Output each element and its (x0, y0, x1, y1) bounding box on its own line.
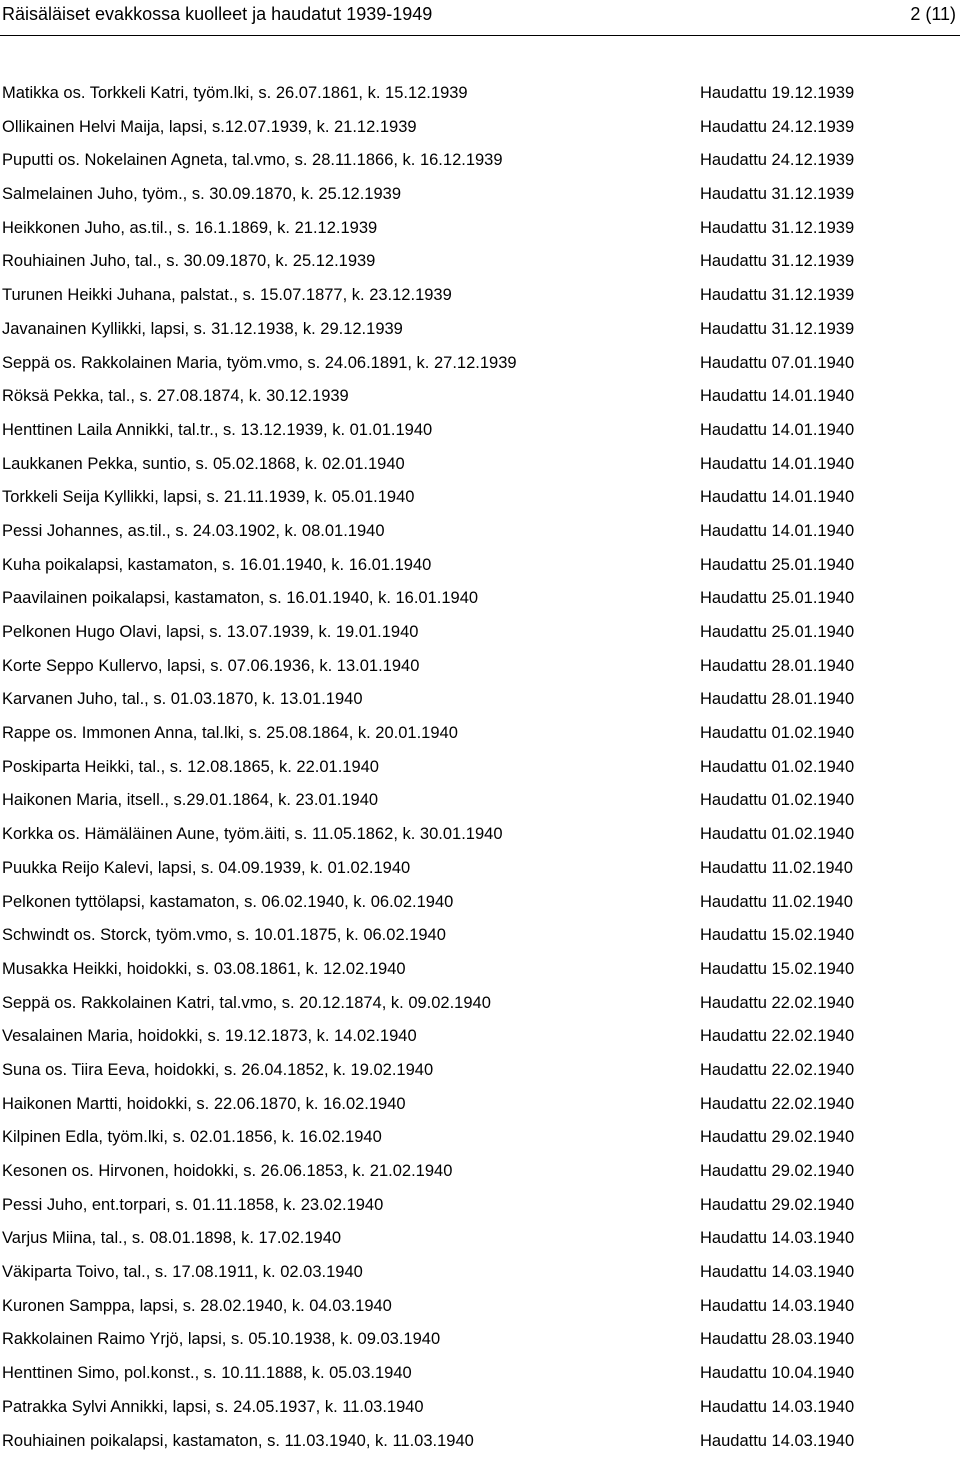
entry-details: Kilpinen Edla, työm.lki, s. 02.01.1856, k. 16.02.1940 (2, 1128, 382, 1147)
entry-burial-date: Haudattu 25.01.1940 (700, 589, 854, 608)
list-item (0, 522, 960, 556)
list-item (0, 690, 960, 724)
entry-burial-date: Haudattu 29.02.1940 (700, 1162, 854, 1181)
list-item (0, 758, 960, 792)
entry-burial-date: Haudattu 22.02.1940 (700, 1027, 854, 1046)
entry-details: Rouhiainen Juho, tal., s. 30.09.1870, k. 25.12.1939 (2, 252, 375, 271)
entry-list (0, 84, 960, 1465)
list-item (0, 421, 960, 455)
entry-details: Korte Seppo Kullervo, lapsi, s. 07.06.1936, k. 13.01.1940 (2, 657, 419, 676)
entry-details: Torkkeli Seija Kyllikki, lapsi, s. 21.11.1939, k. 05.01.1940 (2, 488, 414, 507)
entry-burial-date: Haudattu 25.01.1940 (700, 556, 854, 575)
entry-burial-date: Haudattu 31.12.1939 (700, 252, 854, 271)
entry-details: Väkiparta Toivo, tal., s. 17.08.1911, k. 02.03.1940 (2, 1263, 363, 1282)
entry-burial-date: Haudattu 01.02.1940 (700, 791, 854, 810)
list-item (0, 387, 960, 421)
entry-details: Rappe os. Immonen Anna, tal.lki, s. 25.08.1864, k. 20.01.1940 (2, 724, 458, 743)
entry-details: Henttinen Simo, pol.konst., s. 10.11.1888, k. 05.03.1940 (2, 1364, 412, 1383)
entry-burial-date: Haudattu 22.02.1940 (700, 1095, 854, 1114)
entry-details: Musakka Heikki, hoidokki, s. 03.08.1861, k. 12.02.1940 (2, 960, 406, 979)
list-item (0, 859, 960, 893)
list-item (0, 1263, 960, 1297)
entry-details: Karvanen Juho, tal., s. 01.03.1870, k. 13.01.1940 (2, 690, 363, 709)
entry-burial-date: Haudattu 28.03.1940 (700, 1330, 854, 1349)
entry-details: Seppä os. Rakkolainen Maria, työm.vmo, s. 24.06.1891, k. 27.12.1939 (2, 354, 517, 373)
list-item (0, 1297, 960, 1331)
list-item (0, 1027, 960, 1061)
entry-burial-date: Haudattu 25.01.1940 (700, 623, 854, 642)
entry-details: Suna os. Tiira Eeva, hoidokki, s. 26.04.1852, k. 19.02.1940 (2, 1061, 433, 1080)
list-item (0, 1330, 960, 1364)
entry-details: Puputti os. Nokelainen Agneta, tal.vmo, s. 28.11.1866, k. 16.12.1939 (2, 151, 503, 170)
list-item (0, 1432, 960, 1465)
entry-burial-date: Haudattu 14.01.1940 (700, 488, 854, 507)
entry-details: Seppä os. Rakkolainen Katri, tal.vmo, s. 20.12.1874, k. 09.02.1940 (2, 994, 491, 1013)
list-item (0, 623, 960, 657)
list-item (0, 724, 960, 758)
entry-burial-date: Haudattu 28.01.1940 (700, 657, 854, 676)
list-item (0, 320, 960, 354)
entry-details: Korkka os. Hämäläinen Aune, työm.äiti, s. 11.05.1862, k. 30.01.1940 (2, 825, 503, 844)
list-item (0, 84, 960, 118)
entry-burial-date: Haudattu 14.03.1940 (700, 1297, 854, 1316)
page-number: 2 (11) (910, 4, 956, 25)
entry-details: Haikonen Martti, hoidokki, s. 22.06.1870, k. 16.02.1940 (2, 1095, 406, 1114)
entry-burial-date: Haudattu 24.12.1939 (700, 151, 854, 170)
entry-details: Rouhiainen poikalapsi, kastamaton, s. 11.03.1940, k. 11.03.1940 (2, 1432, 474, 1451)
entry-burial-date: Haudattu 15.02.1940 (700, 960, 854, 979)
list-item (0, 960, 960, 994)
entry-burial-date: Haudattu 31.12.1939 (700, 185, 854, 204)
list-item (0, 1229, 960, 1263)
entry-burial-date: Haudattu 22.02.1940 (700, 994, 854, 1013)
entry-details: Schwindt os. Storck, työm.vmo, s. 10.01.1875, k. 06.02.1940 (2, 926, 446, 945)
entry-burial-date: Haudattu 29.02.1940 (700, 1196, 854, 1215)
entry-details: Poskiparta Heikki, tal., s. 12.08.1865, k. 22.01.1940 (2, 758, 379, 777)
entry-burial-date: Haudattu 31.12.1939 (700, 320, 854, 339)
entry-details: Pessi Johannes, as.til., s. 24.03.1902, k. 08.01.1940 (2, 522, 385, 541)
list-item (0, 118, 960, 152)
list-item (0, 994, 960, 1028)
page-header (0, 0, 960, 36)
list-item (0, 893, 960, 927)
entry-details: Kesonen os. Hirvonen, hoidokki, s. 26.06.1853, k. 21.02.1940 (2, 1162, 452, 1181)
entry-details: Patrakka Sylvi Annikki, lapsi, s. 24.05.1937, k. 11.03.1940 (2, 1398, 424, 1417)
list-item (0, 219, 960, 253)
entry-details: Ollikainen Helvi Maija, lapsi, s.12.07.1939, k. 21.12.1939 (2, 118, 417, 137)
entry-burial-date: Haudattu 24.12.1939 (700, 118, 854, 137)
list-item (0, 589, 960, 623)
entry-details: Turunen Heikki Juhana, palstat., s. 15.07.1877, k. 23.12.1939 (2, 286, 452, 305)
list-item (0, 1162, 960, 1196)
list-item (0, 1095, 960, 1129)
list-item (0, 825, 960, 859)
entry-burial-date: Haudattu 14.01.1940 (700, 522, 854, 541)
list-item (0, 455, 960, 489)
entry-burial-date: Haudattu 31.12.1939 (700, 286, 854, 305)
entry-burial-date: Haudattu 14.01.1940 (700, 387, 854, 406)
entry-burial-date: Haudattu 01.02.1940 (700, 825, 854, 844)
entry-burial-date: Haudattu 28.01.1940 (700, 690, 854, 709)
entry-burial-date: Haudattu 01.02.1940 (700, 724, 854, 743)
entry-details: Laukkanen Pekka, suntio, s. 05.02.1868, k. 02.01.1940 (2, 455, 405, 474)
list-item (0, 286, 960, 320)
entry-burial-date: Haudattu 14.01.1940 (700, 421, 854, 440)
entry-burial-date: Haudattu 07.01.1940 (700, 354, 854, 373)
entry-burial-date: Haudattu 11.02.1940 (700, 893, 853, 912)
entry-burial-date: Haudattu 11.02.1940 (700, 859, 853, 878)
list-item (0, 252, 960, 286)
entry-burial-date: Haudattu 10.04.1940 (700, 1364, 854, 1383)
entry-details: Vesalainen Maria, hoidokki, s. 19.12.1873, k. 14.02.1940 (2, 1027, 417, 1046)
entry-details: Pelkonen Hugo Olavi, lapsi, s. 13.07.1939, k. 19.01.1940 (2, 623, 418, 642)
list-item (0, 488, 960, 522)
entry-details: Pelkonen tyttölapsi, kastamaton, s. 06.02.1940, k. 06.02.1940 (2, 893, 453, 912)
entry-details: Puukka Reijo Kalevi, lapsi, s. 04.09.1939, k. 01.02.1940 (2, 859, 410, 878)
document-title: Räisäläiset evakkossa kuolleet ja haudatut 1939-1949 (2, 4, 432, 25)
entry-burial-date: Haudattu 22.02.1940 (700, 1061, 854, 1080)
list-item (0, 791, 960, 825)
list-item (0, 185, 960, 219)
entry-burial-date: Haudattu 14.01.1940 (700, 455, 854, 474)
entry-details: Varjus Miina, tal., s. 08.01.1898, k. 17.02.1940 (2, 1229, 341, 1248)
entry-details: Salmelainen Juho, työm., s. 30.09.1870, k. 25.12.1939 (2, 185, 401, 204)
entry-details: Kuha poikalapsi, kastamaton, s. 16.01.1940, k. 16.01.1940 (2, 556, 431, 575)
entry-burial-date: Haudattu 29.02.1940 (700, 1128, 854, 1147)
entry-burial-date: Haudattu 31.12.1939 (700, 219, 854, 238)
entry-burial-date: Haudattu 19.12.1939 (700, 84, 854, 103)
entry-details: Pessi Juho, ent.torpari, s. 01.11.1858, k. 23.02.1940 (2, 1196, 383, 1215)
list-item (0, 151, 960, 185)
entry-details: Haikonen Maria, itsell., s.29.01.1864, k. 23.01.1940 (2, 791, 378, 810)
entry-details: Javanainen Kyllikki, lapsi, s. 31.12.1938, k. 29.12.1939 (2, 320, 403, 339)
list-item (0, 657, 960, 691)
list-item (0, 1128, 960, 1162)
list-item (0, 556, 960, 590)
entry-details: Matikka os. Torkkeli Katri, työm.lki, s. 26.07.1861, k. 15.12.1939 (2, 84, 468, 103)
entry-burial-date: Haudattu 14.03.1940 (700, 1263, 854, 1282)
entry-details: Henttinen Laila Annikki, tal.tr., s. 13.12.1939, k. 01.01.1940 (2, 421, 432, 440)
entry-details: Heikkonen Juho, as.til., s. 16.1.1869, k. 21.12.1939 (2, 219, 377, 238)
entry-details: Paavilainen poikalapsi, kastamaton, s. 16.01.1940, k. 16.01.1940 (2, 589, 478, 608)
entry-burial-date: Haudattu 14.03.1940 (700, 1398, 854, 1417)
list-item (0, 1196, 960, 1230)
list-item (0, 354, 960, 388)
list-item (0, 1061, 960, 1095)
list-item (0, 1364, 960, 1398)
entry-details: Rakkolainen Raimo Yrjö, lapsi, s. 05.10.1938, k. 09.03.1940 (2, 1330, 440, 1349)
entry-burial-date: Haudattu 15.02.1940 (700, 926, 854, 945)
entry-burial-date: Haudattu 14.03.1940 (700, 1229, 854, 1248)
entry-details: Röksä Pekka, tal., s. 27.08.1874, k. 30.12.1939 (2, 387, 349, 406)
entry-details: Kuronen Samppa, lapsi, s. 28.02.1940, k. 04.03.1940 (2, 1297, 392, 1316)
entry-burial-date: Haudattu 14.03.1940 (700, 1432, 854, 1451)
entry-burial-date: Haudattu 01.02.1940 (700, 758, 854, 777)
list-item (0, 926, 960, 960)
list-item (0, 1398, 960, 1432)
